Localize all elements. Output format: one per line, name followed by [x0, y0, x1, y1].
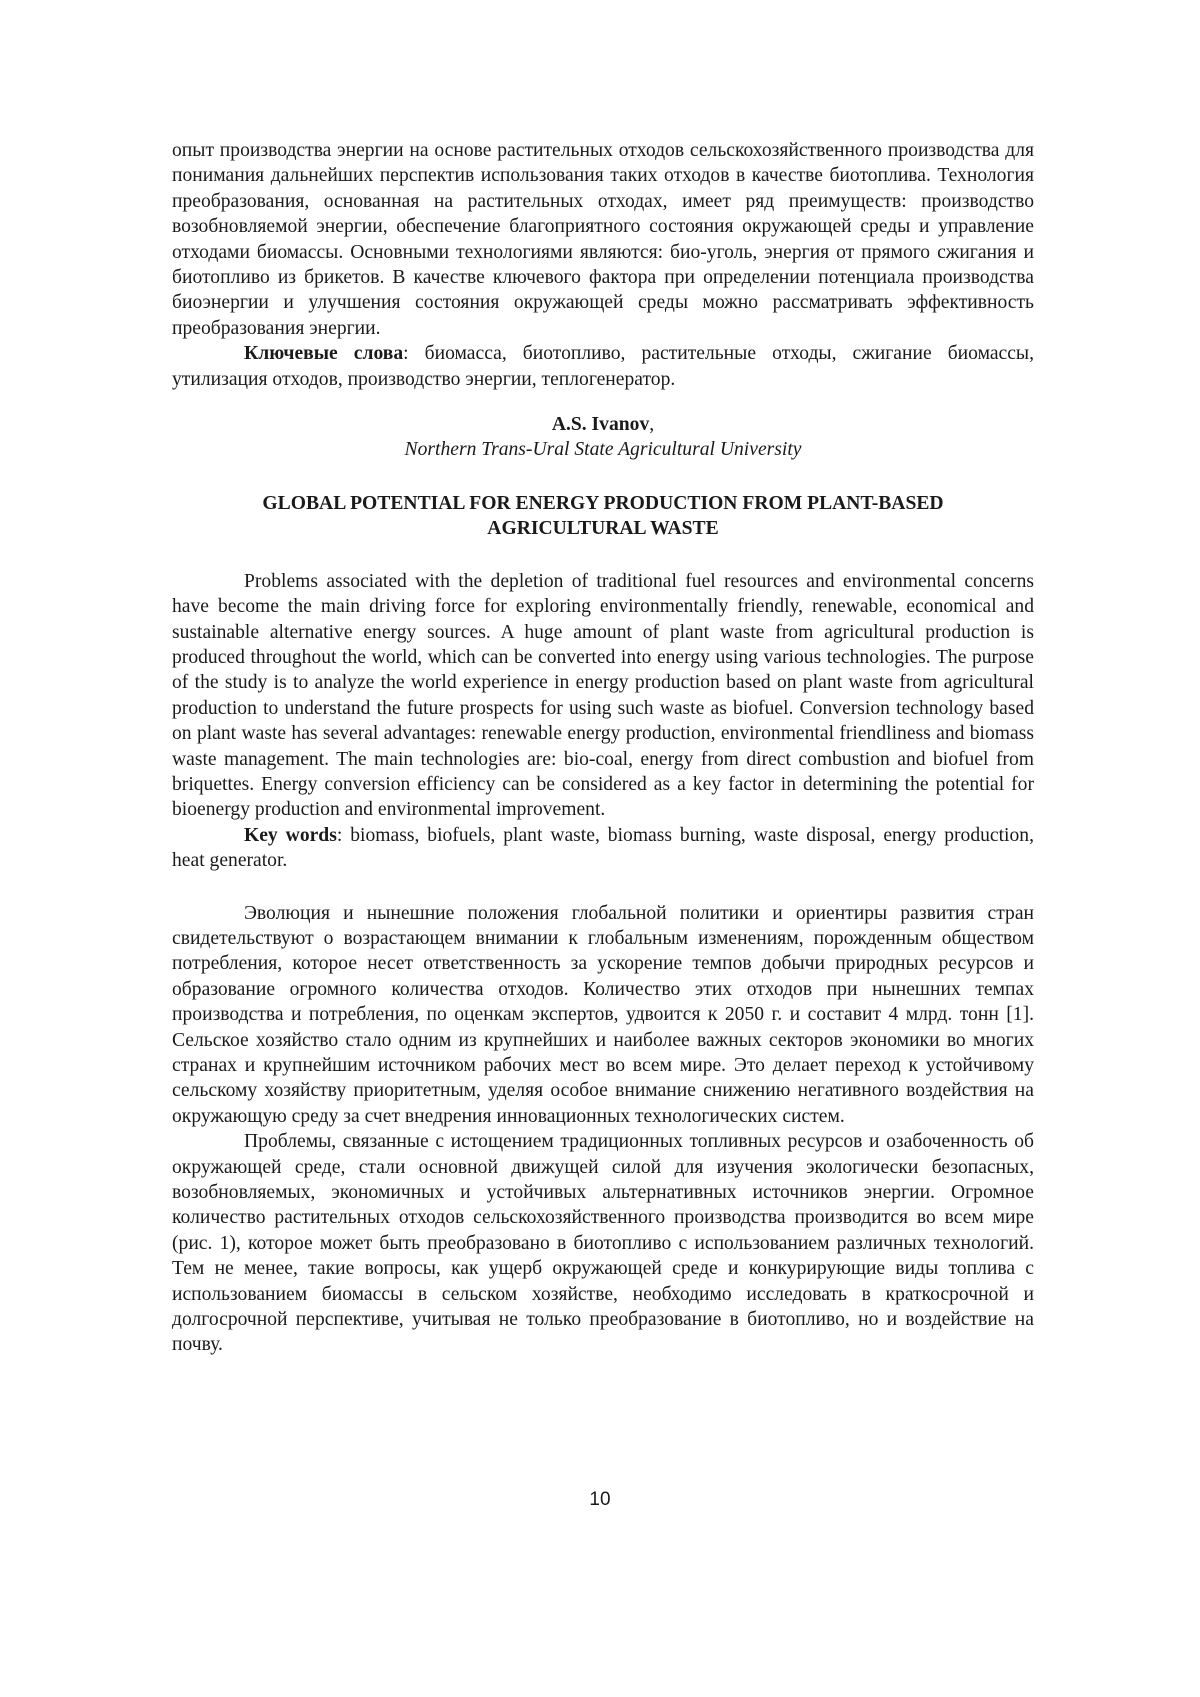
- en-abstract-paragraph: [172, 569, 1034, 823]
- body-paragraph-1: Эволюция и нынешние положения глобальной политики и ориентиры развития стран свидетельствуют о возрастающем внимании к глобальным изменениям, порожденным обществом потребления, которое несет ответственность за ускорение темпов добычи природных ресурсов и образование огромного количества отходов. Количество этих отходов при нынешних темпах производства и потребления, по оценкам экспертов, удвоится к 2050 г. и составит 4 млрд. тонн [1]. Сельское хозяйство стало одним из крупнейших и наиболее важных секторов экономики во многих странах и крупнейшим источником рабочих мест во всем мире. Это делает переход к устойчивому сельскому хозяйству приоритетным, уделяя особое внимание снижению негативного воздействия на окружающую среду за счет внедрения инновационных технологических систем.: [172, 902, 1034, 1127]
- author-name-suffix: ,: [649, 414, 655, 436]
- author-name: A.S. Ivanov: [551, 414, 650, 436]
- en-keywords-paragraph: [172, 823, 1034, 874]
- ru-keywords-paragraph: [172, 341, 1034, 392]
- author-affiliation: Northern Trans-Ural State Agricultural University: [404, 439, 802, 461]
- ru-keywords-text: : биомасса, биотопливо, растительные отходы, сжигание биомассы, утилизация отходов, производство энергии, теплогенератор.: [172, 343, 1034, 390]
- en-keywords-label: Key words: [244, 824, 337, 846]
- article-title: GLOBAL POTENTIAL FOR ENERGY PRODUCTION FROM PLANT-BASED AGRICULTURAL WASTE: [262, 492, 944, 540]
- ru-abstract-text: опыт производства энергии на основе растительных отходов сельскохозяйственного производства для понимания дальнейших перспектив использования таких отходов в качестве биотоплива. Технология преобразования, основанная на растительных отходах, имеет ряд преимуществ: производство возобновляемой энергии, обеспечение благоприятного состояния окружающей среды и управление отходами биомассы. Основными технологиями являются: био-уголь, энергия от прямого сжигания и биотопливо из брикетов. В качестве ключевого фактора при определении потенциала производства биоэнергии и улучшения состояния окружающей среды можно рассматривать эффективность преобразования энергии.: [172, 140, 1034, 339]
- author-block: [172, 412, 1034, 463]
- en-keywords-text: : biomass, biofuels, plant waste, biomass burning, waste disposal, energy production, heat generator.: [172, 824, 1034, 872]
- en-abstract-text: Problems associated with the depletion of traditional fuel resources and environmental concerns have become the main driving force for exploring environmentally friendly, renewable, economical and sustainable alternative energy sources. A huge amount of plant waste from agricultural production is produced throughout the world, which can be converted into energy using various technologies. The purpose of the study is to analyze the world experience in energy production based on plant waste from agricultural production to understand the future prospects for using such waste as biofuel. Conversion technology based on plant waste has several advantages: renewable energy production, environmental friendliness and biomass waste management. The main technologies are: bio-coal, energy from direct combustion and biofuel from briquettes. Energy conversion efficiency can be considered as a key factor in determining the potential for bioenergy production and environmental improvement.: [172, 570, 1034, 821]
- ru-keywords-label: Ключевые слова: [244, 343, 404, 365]
- en-abstract: [172, 569, 1034, 874]
- page-content: [172, 138, 1034, 1358]
- article-body: [172, 901, 1034, 1358]
- ru-abstract-paragraph: [172, 138, 1034, 341]
- page-number: 10: [589, 1489, 611, 1510]
- body-paragraph-2: Проблемы, связанные с истощением традиционных топливных ресурсов и озабоченность об окружающей среде, стали основной движущей силой для изучения экологически безопасных, возобновляемых, экономичных и устойчивых альтернативных источников энергии. Огромное количество растительных отходов сельскохозяйственного производства производится во всем мире (рис. 1), которое может быть преобразовано в биотопливо с использованием различных технологий. Тем не менее, такие вопросы, как ущерб окружающей среде и конкурирующие виды топлива с использованием биомассы в сельском хозяйстве, необходимо исследовать в краткосрочной и долгосрочной перспективе, учитывая не только преобразование в биотопливо, но и воздействие на почву.: [172, 1131, 1034, 1356]
